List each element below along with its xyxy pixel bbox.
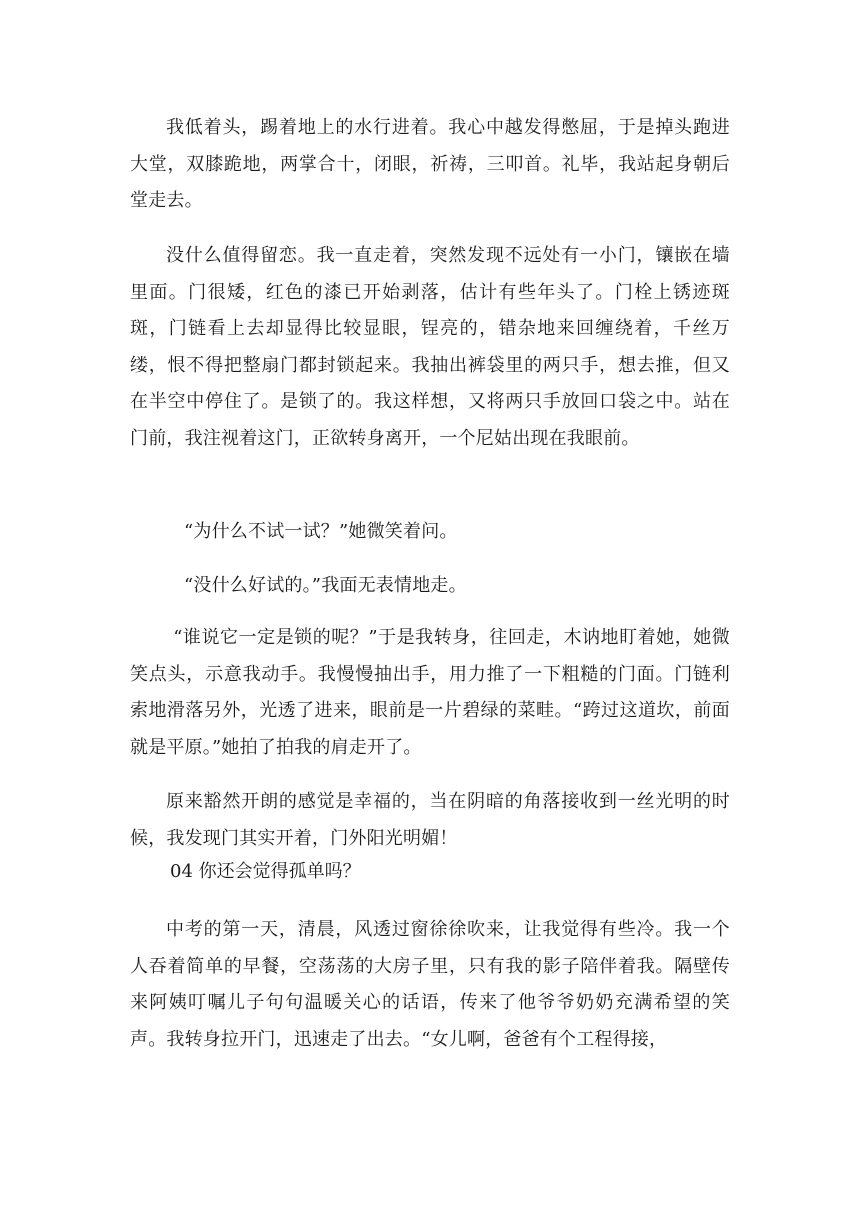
paragraph-2: 没什么值得留恋。我一直走着，突然发现不远处有一小门，镶嵌在墙里面。门很矮，红色的漆已开始剥落，估计有些年头了。门栓上锈迹斑斑，门链看上去却显得比较显眼，锃亮的，错杂地来回缠绕着，千丝万缕，恨不得把整扇门都封锁起来。我抽出裤袋里的两只手，想去推，但又在半空中停住了。是锁了的。我这样想，又将两只手放回口袋之中。站在门前，我注视着这门，正欲转身离开，一个尼姑出现在我眼前。 bbox=[130, 245, 730, 449]
paragraph-5: “谁说它一定是锁的呢？”于是我转身，往回走，木讷地盯着她，她微笑点头，示意我动手。我慢慢抽出手，用力推了一下粗糙的门面。门链利索地滑落另外，光透了进来，眼前是一片碧绿的菜畦。“跨过这道坎，前面就是平原。”她拍了拍我的肩走开了。 bbox=[130, 627, 730, 758]
paragraph-4: “没什么好试的。”我面无表情地走。 bbox=[184, 575, 467, 596]
paragraph-6: 原来豁然开朗的感觉是幸福的，当在阴暗的角落接收到一丝光明的时候，我发现门其实开着，门外阳光明媚！ bbox=[130, 791, 730, 849]
paragraph-1: 我低着头，踢着地上的水行进着。我心中越发得憋屈，于是掉头跑进大堂，双膝跪地，两掌合十，闭眼，祈祷，三叩首。礼毕，我站起身朝后堂走去。 bbox=[130, 117, 730, 211]
paragraph-3: “为什么不试一试？”她微笑着问。 bbox=[184, 521, 458, 542]
paragraph-7: 中考的第一天，清晨，风透过窗徐徐吹来，让我觉得有些冷。我一个人吞着简单的早餐，空荡荡的大房子里，只有我的影子陪伴着我。隔壁传来阿姨叮嘱儿子句句温暖关心的话语，传来了他爷爷奶奶充满希望的笑声。我转身拉开门，迅速走了出去。“女儿啊，爸爸有个工程得接， bbox=[130, 919, 730, 1050]
section-heading: 04 你还会觉得孤单吗？ bbox=[170, 861, 361, 882]
